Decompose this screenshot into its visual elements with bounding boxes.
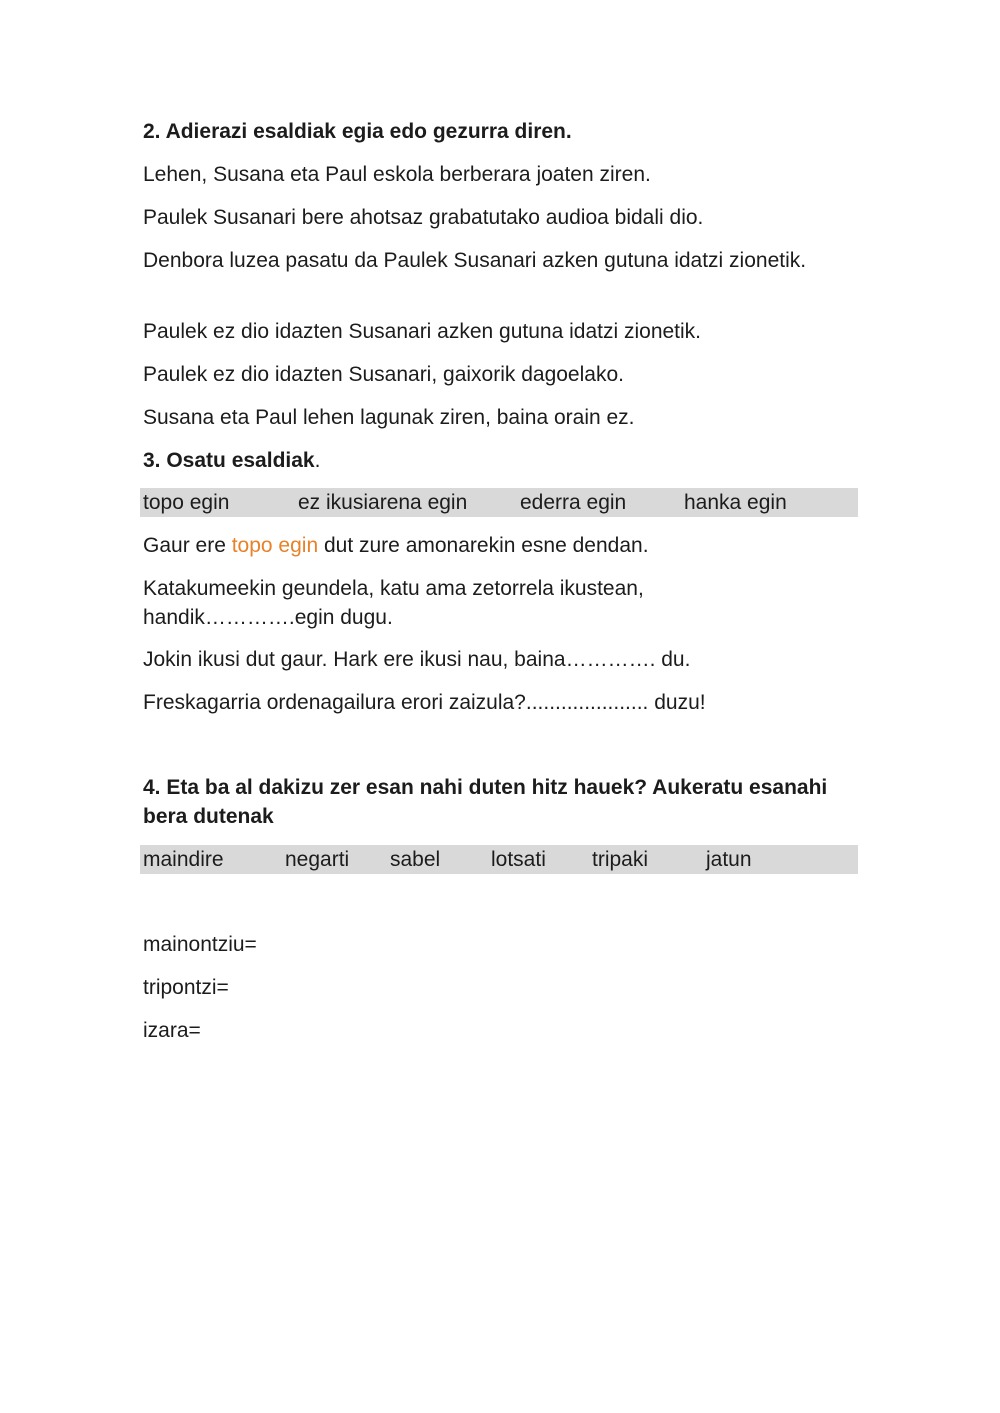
word-bank-item: sabel: [390, 848, 441, 871]
section-2-sentence-5: Paulek ez dio idazten Susanari, gaixorik dagoelako.: [143, 363, 624, 386]
section-2-sentence-3: Denbora luzea pasatu da Paulek Susanari azken gutuna idatzi zionetik.: [143, 249, 807, 272]
section-2-sentence-4: Paulek ez dio idazten Susanari azken gutuna idatzi zionetik.: [143, 320, 702, 343]
section-4-item-3: izara=: [143, 1019, 201, 1042]
section-4-item-1: mainontziu=: [143, 933, 257, 956]
word-bank-item: ez ikusiarena egin: [298, 491, 468, 514]
section-4-word-bank: [140, 845, 858, 874]
word-bank-item: jatun: [706, 848, 752, 871]
section-3-heading-period: .: [314, 449, 321, 472]
section-3-heading: [143, 446, 320, 475]
section-3-heading-text: 3. Osatu esaldiak: [143, 449, 315, 472]
word-bank-item: maindire: [143, 848, 224, 871]
filled-answer: topo egin: [231, 534, 319, 557]
word-bank-item: negarti: [285, 848, 350, 871]
section-3-word-bank: [140, 488, 858, 517]
section-2-sentence-1: Lehen, Susana eta Paul eskola berberara joaten ziren.: [143, 163, 651, 186]
section-3-sentence-1: [143, 531, 649, 560]
section-3-sentence-4: Freskagarria ordenagailura erori zaizula?..................... duzu!: [143, 691, 706, 714]
sentence-text: Gaur ere: [143, 534, 232, 557]
word-bank-item: tripaki: [592, 848, 649, 871]
section-3-sentence-3: Jokin ikusi dut gaur. Hark ere ikusi nau, baina…………. du.: [143, 648, 691, 671]
section-3-sentence-2: Katakumeekin geundela, katu ama zetorrela ikustean, handik………….egin dugu.: [143, 577, 644, 629]
word-bank-item: hanka egin: [684, 491, 787, 514]
word-bank-item: ederra egin: [520, 491, 627, 514]
section-4-heading: 4. Eta ba al dakizu zer esan nahi duten hitz hauek? Aukeratu esanahi bera dutenak: [143, 776, 828, 828]
section-2-sentence-2: Paulek Susanari bere ahotsaz grabatutako audioa bidali dio.: [143, 206, 704, 229]
section-2-heading: 2. Adierazi esaldiak egia edo gezurra diren.: [143, 120, 572, 143]
word-bank-item: lotsati: [491, 848, 546, 871]
section-2-sentence-6: Susana eta Paul lehen lagunak ziren, baina orain ez.: [143, 406, 635, 429]
word-bank-item: topo egin: [143, 491, 230, 514]
section-4-item-2: tripontzi=: [143, 976, 229, 999]
sentence-text: dut zure amonarekin esne dendan.: [318, 534, 649, 557]
